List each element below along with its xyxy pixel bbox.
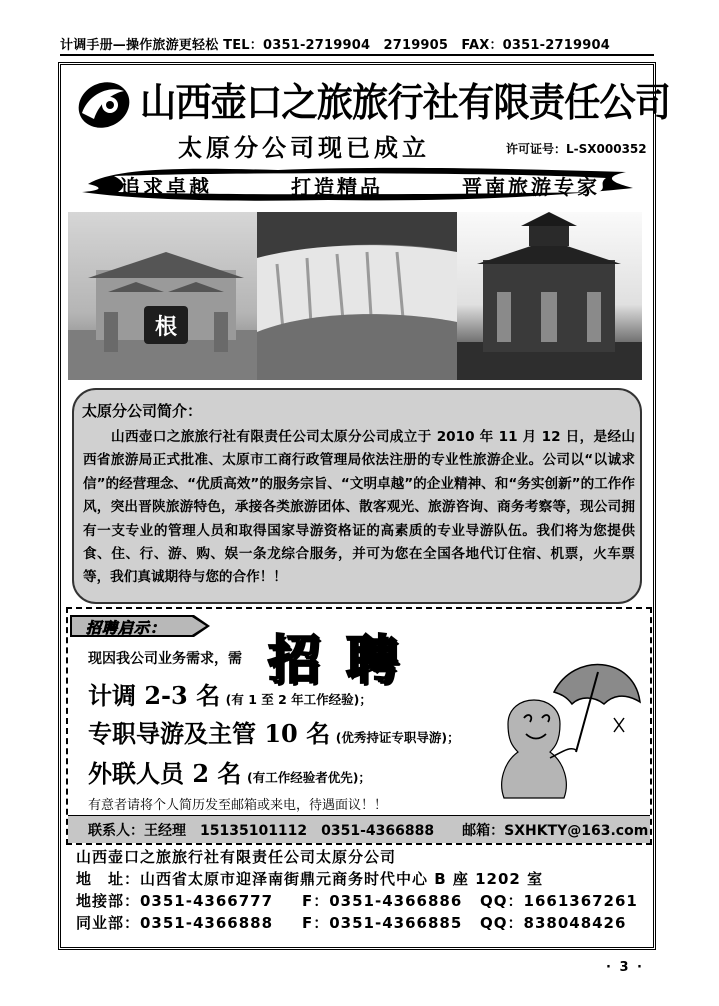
footer-qq: QQ：838048426 <box>480 914 627 932</box>
company-logo-icon <box>74 75 132 133</box>
photo-waterfall <box>257 212 457 380</box>
recruit-note: 有意者请将个人简历发至邮箱或来电，待遇面议！！ <box>88 798 388 813</box>
page-number: · 3 · <box>606 960 644 975</box>
footer-dept-phone: 同业部：0351-4366888 <box>76 914 274 932</box>
recruit-contact: 联系人：王经理 15135101112 0351-4366888 邮箱：SXHKTY@163.com <box>88 823 649 839</box>
license-number: 许可证号：L-SX000352 <box>506 142 647 156</box>
recruit-intro: 现因我公司业务需求，需 <box>88 651 242 667</box>
intro-text: 山西壶口之旅旅行社有限责任公司太原分公司成立于 2010 年 11 月 12 日，是经山西省旅游局正式批准、太原市工商行政管理局依法注册的专业性旅游企业。公司以“以诚求信”的经营理念、“优质高效”的服务宗旨、“文明卓越”的企业精神、和“务实创新”的工作作风，突出晋陕旅游特色，承接各类旅游团体、散客观光、旅游咨询、商务考察等，现公司拥有一支专业的管理人员和取得国家导游资格证的高素质的专业导游队伍。我们将为您提供食、住、行、游、购、娱一条龙综合服务，并可为您在全国各地代订住宿、机票，火车票等，我们真诚期待与您的合作！！ <box>83 429 635 586</box>
page-header: 计调手册—操作旅游更轻松 TEL：0351-2719904 2719905 FAX：0351-2719904 <box>60 34 654 56</box>
job-title: 外联人员 2 名 <box>88 759 242 788</box>
photo-strip <box>68 212 642 380</box>
footer-fax: F：0351-4366886 <box>302 892 463 910</box>
recruit-tab-label: 招聘启示： <box>86 619 167 637</box>
slogan-row <box>120 171 600 200</box>
job-note: (优秀持证专职导游)； <box>335 730 460 745</box>
footer-dept-phone: 地接部：0351-4366777 <box>76 892 274 910</box>
footer-qq: QQ：1661367261 <box>480 892 638 910</box>
job-note: (有工作经验者优先)； <box>247 770 371 785</box>
footer-fax: F：0351-4366885 <box>302 914 463 932</box>
photo-monument <box>457 212 642 380</box>
job-item <box>88 754 371 789</box>
recruit-headline: 招聘 <box>268 630 425 691</box>
job-item <box>88 676 372 711</box>
slogan-2: 打造精品 <box>291 175 383 199</box>
job-title: 计调 2-3 名 <box>88 681 221 710</box>
photo-memorial-gate <box>68 212 257 380</box>
job-note: (有 1 至 2 年工作经验)； <box>225 692 372 707</box>
slogan-3: 晋南旅游专家 <box>462 175 600 199</box>
footer-address: 地 址：山西省太原市迎泽南街鼎元商务时代中心 B 座 1202 室 <box>76 870 544 888</box>
slogan-1: 追求卓越 <box>120 175 212 199</box>
intro-title: 太原分公司简介： <box>82 402 203 420</box>
umbrella-mascot-icon <box>494 652 644 802</box>
job-title: 专职导游及主管 10 名 <box>88 719 331 748</box>
branch-title: 太原分公司现已成立 <box>178 134 430 162</box>
job-item <box>88 714 460 749</box>
footer-company-name: 山西壶口之旅旅行社有限责任公司太原分公司 <box>76 848 397 866</box>
gate-plaque-text: 根 <box>154 315 178 340</box>
company-title: 山西壶口之旅旅行社有限责任公司 <box>140 81 671 126</box>
